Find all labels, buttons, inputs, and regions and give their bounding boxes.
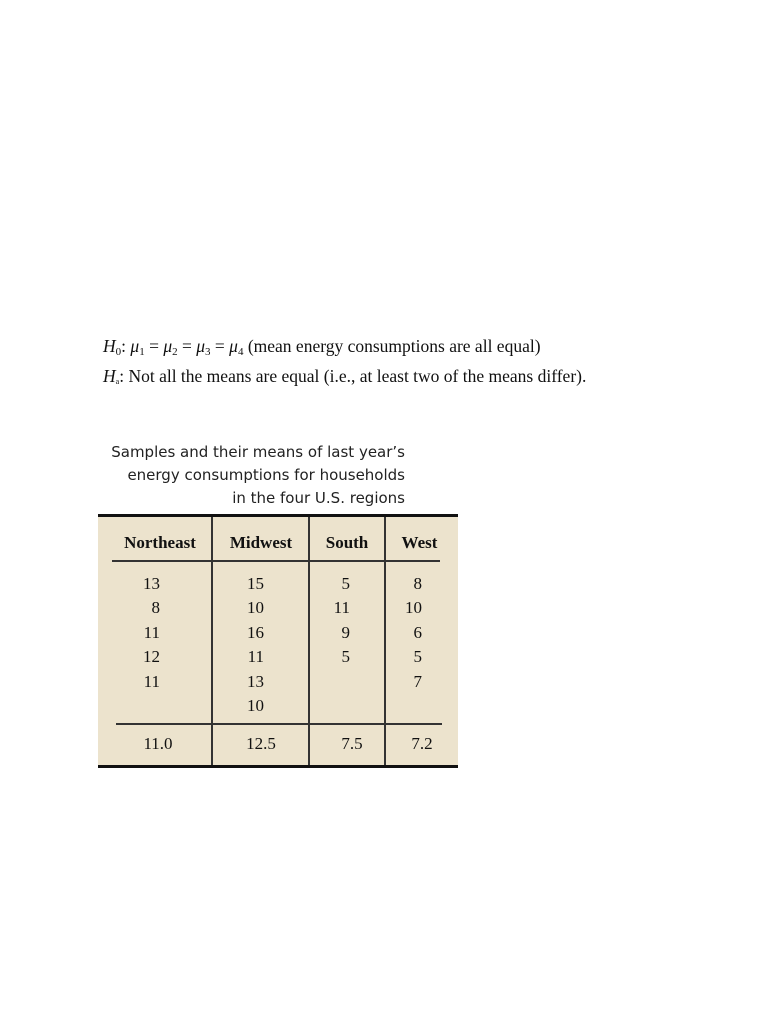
mean-midwest: 12.5 bbox=[246, 734, 276, 753]
midwest-values bbox=[242, 572, 264, 718]
header-midwest: Midwest bbox=[229, 533, 293, 552]
mu-1: μ bbox=[130, 336, 140, 356]
caption-line-1: Samples and their means of last year’s bbox=[111, 443, 405, 461]
caption-line-3: in the four U.S. regions bbox=[232, 489, 405, 507]
northeast-value: 11 bbox=[143, 671, 160, 691]
column-divider-3 bbox=[384, 517, 386, 765]
equals-2: = bbox=[181, 336, 192, 356]
south-value: 9 bbox=[341, 622, 350, 642]
northeast-value: 8 bbox=[151, 598, 160, 618]
header-south: South bbox=[325, 533, 369, 552]
mu-1-sub: 1 bbox=[139, 346, 145, 358]
northeast-value: 13 bbox=[143, 574, 160, 593]
west-value: 6 bbox=[413, 622, 422, 642]
alternative-hypothesis bbox=[103, 365, 586, 393]
header-west: West bbox=[401, 533, 438, 552]
mu-3-sub: 3 bbox=[205, 346, 211, 358]
midwest-value: 11 bbox=[247, 647, 264, 667]
northeast-value: 12 bbox=[143, 647, 160, 667]
ha-symbol: H bbox=[103, 366, 116, 386]
midwest-value: 10 bbox=[247, 598, 264, 618]
west-value: 7 bbox=[413, 671, 422, 691]
column-divider-2 bbox=[308, 517, 310, 765]
ha-description: : Not all the means are equal (i.e., at least two of the means differ). bbox=[119, 366, 587, 386]
mean-south: 7.5 bbox=[341, 734, 363, 753]
header-northeast: Northeast bbox=[124, 533, 196, 552]
south-value: 11 bbox=[333, 598, 350, 618]
mu-2: μ bbox=[163, 336, 173, 356]
h0-symbol: H bbox=[103, 336, 116, 356]
h0-subscript: 0 bbox=[115, 346, 122, 358]
midwest-value: 16 bbox=[247, 622, 264, 642]
midwest-value: 13 bbox=[247, 671, 264, 691]
ha-subscript: a bbox=[115, 377, 120, 386]
table-caption bbox=[85, 441, 405, 510]
caption-line-2: energy consumptions for households bbox=[127, 466, 405, 484]
midwest-value: 10 bbox=[247, 695, 264, 715]
means-rule bbox=[116, 723, 442, 725]
south-value: 5 bbox=[341, 574, 350, 593]
header-rule bbox=[112, 560, 440, 562]
south-value: 5 bbox=[341, 647, 350, 667]
mu-2-sub: 2 bbox=[172, 346, 178, 358]
h0-description: (mean energy consumptions are all equal) bbox=[247, 336, 541, 356]
column-divider-1 bbox=[211, 517, 213, 765]
west-values bbox=[398, 572, 422, 694]
mu-4-sub: 4 bbox=[237, 346, 244, 358]
south-values bbox=[328, 572, 350, 670]
mean-west: 7.2 bbox=[411, 734, 433, 753]
west-value: 5 bbox=[413, 647, 422, 667]
mu-4: μ bbox=[229, 336, 238, 356]
west-value: 8 bbox=[413, 574, 422, 593]
mean-northeast: 11.0 bbox=[143, 734, 173, 753]
northeast-value: 11 bbox=[143, 622, 160, 642]
northeast-values bbox=[138, 572, 160, 694]
null-hypothesis: $H_0$: $\mu_1 = \mu_2 = \mu_3 = \mu_4$ (mean energy consumptions are all equal) bbox=[103, 336, 541, 358]
equals-1: = bbox=[149, 336, 159, 356]
energy-table bbox=[98, 514, 458, 768]
midwest-value: 15 bbox=[247, 574, 264, 593]
west-value: 10 bbox=[405, 598, 422, 618]
mu-3: μ bbox=[196, 336, 206, 356]
equals-3: = bbox=[214, 336, 225, 356]
